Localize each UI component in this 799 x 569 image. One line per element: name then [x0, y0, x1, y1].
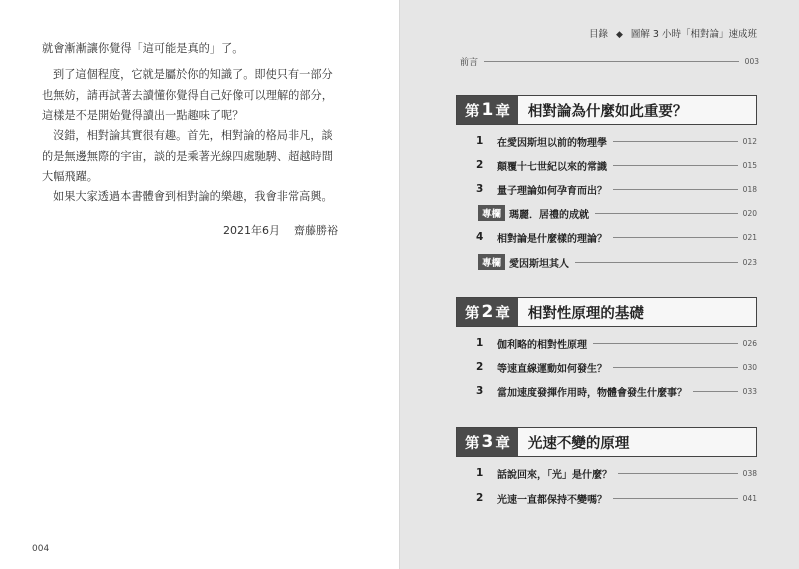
toc-entry-title: 愛因斯坦其人 — [509, 258, 570, 270]
chapter-prefix: 第 — [465, 435, 480, 452]
leader-line — [613, 367, 738, 368]
toc-entry-title: 話說回來，「光」是什麼？ — [497, 469, 612, 481]
right-page-toc — [400, 0, 799, 569]
chapter-title: 相對論為什麼如此重要？ — [527, 103, 688, 120]
toc-page-number: 030 — [742, 362, 757, 372]
toc-entry[interactable] — [476, 384, 757, 398]
toc-entry-number: 3 — [476, 183, 484, 195]
leader-line — [693, 391, 738, 392]
column-badge: 專欄 — [478, 254, 505, 270]
toc-entry-title: 在愛因斯坦以前的物理學 — [497, 137, 607, 149]
leader-line — [618, 473, 738, 474]
toc-entry[interactable] — [476, 336, 757, 350]
chapter-prefix: 第 — [465, 305, 480, 322]
toc-entry-number: 1 — [476, 337, 484, 349]
paragraph: 到了這個程度，它就是屬於你的知識了。即使只有一部分也無妨，請再試著去讀懂你覺得自己好像可以理解的部分，這樣是不是開始覺得讀出一點趣味了呢？ — [42, 68, 333, 123]
chapter-number: 2 — [481, 302, 494, 322]
running-head-section: 目錄 — [588, 29, 608, 40]
chapter-header[interactable] — [456, 427, 757, 457]
toc-entry-title: 瑪麗．居禮的成就 — [509, 209, 590, 221]
leader-line — [613, 498, 738, 499]
leader-line — [613, 237, 738, 238]
toc-entry[interactable] — [476, 134, 757, 148]
toc-entry-number: 4 — [476, 231, 484, 243]
toc-page-number: 020 — [742, 208, 757, 218]
leader-line — [613, 165, 738, 166]
toc-page-number: 033 — [742, 386, 757, 396]
signature-author: 齋藤勝裕 — [294, 224, 338, 237]
toc-entry-number: 2 — [476, 492, 484, 504]
toc-page-number: 023 — [742, 257, 757, 267]
chapter-title: 光速不變的原理 — [527, 435, 630, 452]
toc-entry-title: 顛覆十七世紀以來的常識 — [497, 161, 607, 173]
diamond-icon: ◆ — [615, 30, 623, 40]
toc-page-number: 003 — [744, 56, 759, 66]
chapter-number: 1 — [481, 100, 494, 120]
toc-entry[interactable] — [476, 230, 757, 244]
page-number: 004 — [32, 544, 50, 554]
running-head-book-title: 圖解 3 小時「相對論」速成班 — [630, 29, 757, 40]
leader-line — [575, 262, 738, 263]
toc-page-number: 041 — [742, 493, 757, 503]
running-head — [589, 26, 757, 40]
chapter-number-badge — [457, 428, 518, 456]
chapter-header[interactable] — [456, 297, 757, 327]
chapter-header[interactable] — [456, 95, 757, 125]
toc-entry[interactable] — [476, 360, 757, 374]
leader-line — [595, 213, 738, 214]
signature-date: 2021年6月 — [223, 224, 280, 237]
toc-entry-title: 伽利略的相對性原理 — [497, 339, 587, 351]
toc-page-number: 015 — [742, 160, 757, 170]
toc-entry-number: 3 — [476, 385, 484, 397]
toc-entry-number: 2 — [476, 159, 484, 171]
paragraph: 沒錯，相對論其實很有趣。首先，相對論的格局非凡，談的是無邊無際的宇宙，談的是乘著光線四處馳騁、超越時間大幅飛躍。 — [42, 129, 333, 184]
toc-entry-title: 光速一直都保持不變嗎？ — [497, 494, 607, 506]
chapter-title: 相對性原理的基礎 — [527, 305, 644, 322]
toc-entry-number: 1 — [476, 467, 484, 479]
leader-line — [613, 141, 738, 142]
chapter-suffix: 章 — [495, 103, 510, 120]
leader-line — [484, 61, 739, 62]
chapter-suffix: 章 — [495, 435, 510, 452]
toc-page-number: 012 — [742, 136, 757, 146]
toc-page-number: 038 — [742, 468, 757, 478]
chapter-number-badge — [457, 96, 518, 124]
toc-page-number: 021 — [742, 232, 757, 242]
leader-line — [613, 189, 738, 190]
toc-entry-title: 前言 — [460, 57, 479, 68]
toc-preface-entry[interactable] — [460, 55, 759, 67]
toc-entry-title: 當加速度發揮作用時，物體會發生什麼事？ — [497, 387, 687, 399]
toc-column-entry[interactable] — [478, 206, 757, 220]
paragraph: 就會漸漸讓你覺得「這可能是真的」了。 — [42, 42, 244, 55]
toc-entry[interactable] — [476, 491, 757, 505]
toc-page-number: 018 — [742, 184, 757, 194]
paragraph: 如果大家透過本書體會到相對論的樂趣，我會非常高興。 — [53, 190, 333, 203]
signature — [223, 222, 338, 238]
toc-entry-title: 相對論是什麼樣的理論？ — [497, 233, 607, 245]
toc-entry-number: 2 — [476, 361, 484, 373]
toc-entry[interactable] — [476, 182, 757, 196]
toc-entry[interactable] — [476, 466, 757, 480]
toc-entry[interactable] — [476, 158, 757, 172]
toc-entry-title: 量子理論如何孕育而出？ — [497, 185, 607, 197]
column-badge: 專欄 — [478, 205, 505, 221]
chapter-number: 3 — [481, 432, 494, 452]
chapter-prefix: 第 — [465, 103, 480, 120]
toc-entry-title: 等速直線運動如何發生？ — [497, 363, 607, 375]
chapter-suffix: 章 — [495, 305, 510, 322]
toc-column-entry[interactable] — [478, 255, 757, 269]
toc-page-number: 026 — [742, 338, 757, 348]
toc-entry-number: 1 — [476, 135, 484, 147]
leader-line — [593, 343, 738, 344]
chapter-number-badge — [457, 298, 518, 326]
